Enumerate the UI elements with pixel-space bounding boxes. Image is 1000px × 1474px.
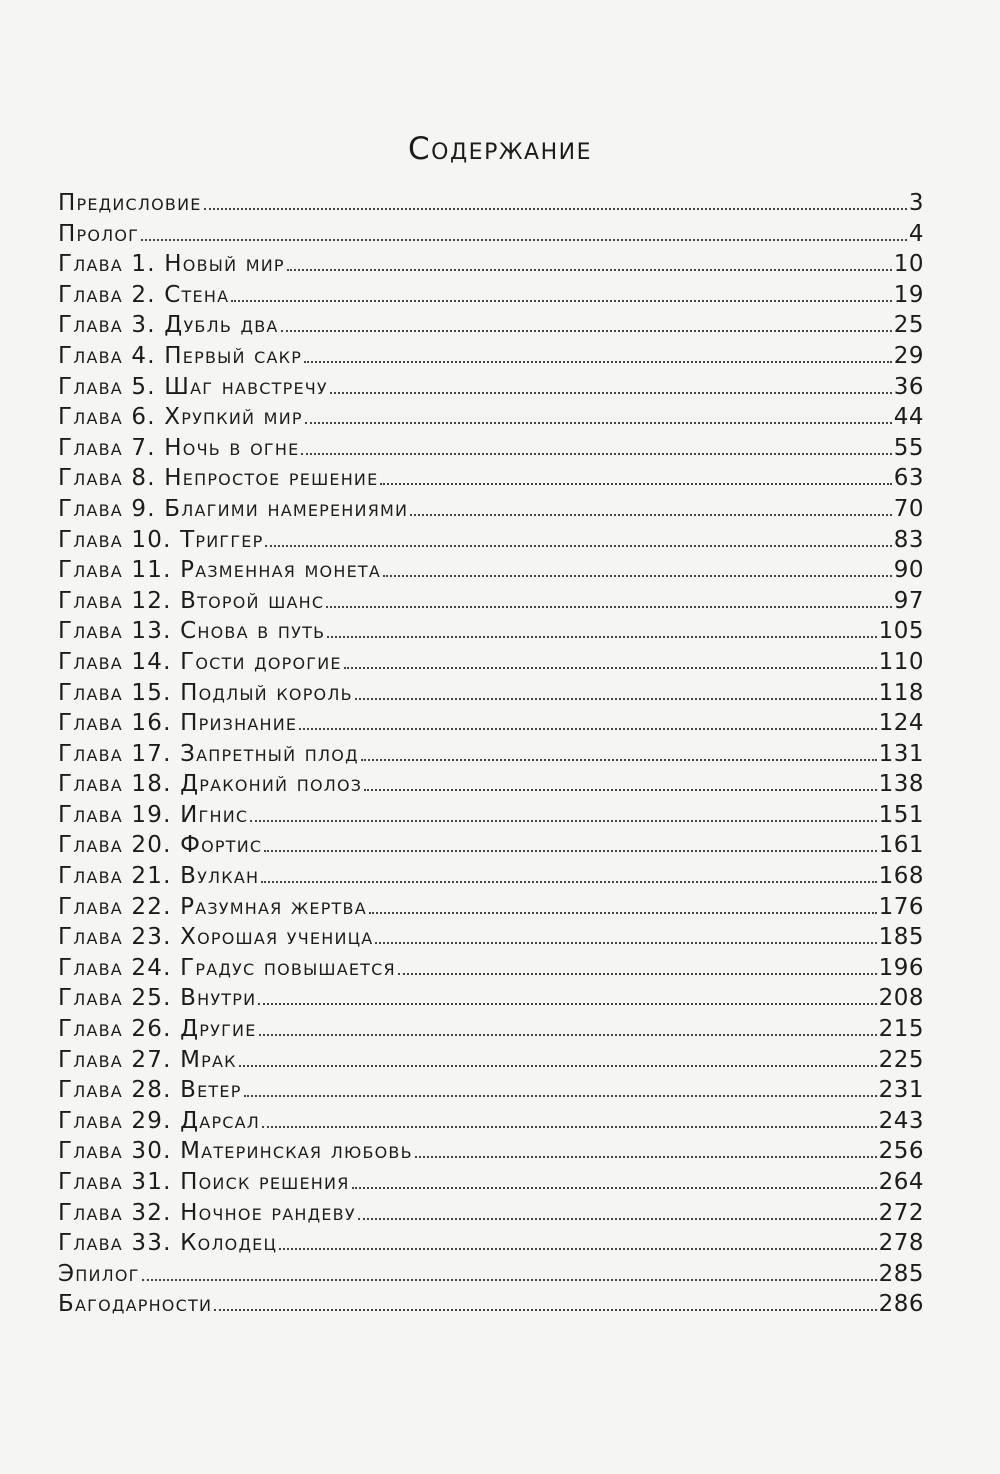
toc-entry-label: Глава 1. Новый мир <box>58 251 285 278</box>
toc-entry-label: Глава 32. Ночное рандеву <box>58 1199 356 1226</box>
toc-entry <box>58 800 924 831</box>
dot-leader <box>398 973 877 975</box>
toc-entry-label: Глава 22. Разумная жертва <box>58 893 367 920</box>
toc-entry-label: Глава 15. Подлый король <box>58 679 353 706</box>
dot-leader <box>244 1095 877 1097</box>
toc-entry-label: Багодарности <box>58 1291 213 1318</box>
dot-leader <box>326 606 891 608</box>
toc-entry-page-number: 231 <box>878 1077 924 1104</box>
toc-entry-page-number: 285 <box>878 1260 924 1287</box>
toc-entry <box>58 433 924 464</box>
toc-entry-page-number: 278 <box>878 1230 924 1257</box>
toc-entry-page-number: 44 <box>893 404 924 431</box>
dot-leader <box>410 514 892 516</box>
dot-leader <box>259 1034 877 1036</box>
toc-entry-page-number: 110 <box>878 648 924 675</box>
toc-entry-label: Глава 10. Триггер <box>58 526 264 553</box>
toc-entry <box>58 494 924 525</box>
toc-entry-page-number: 19 <box>893 281 924 308</box>
toc-entry-label: Глава 2. Стена <box>58 281 230 308</box>
toc-entry <box>58 983 924 1014</box>
toc-entry-label: Глава 20. Фортис <box>58 832 263 859</box>
dot-leader <box>262 1126 877 1128</box>
toc-entry-page-number: 138 <box>878 771 924 798</box>
toc-entry <box>58 341 924 372</box>
toc-entry-label: Глава 24. Градус повышается <box>58 954 396 981</box>
toc-entry <box>58 249 924 280</box>
toc-entry-label: Глава 29. Дарсал <box>58 1107 261 1134</box>
toc-entry-label: Глава 28. Ветер <box>58 1077 242 1104</box>
toc-entry <box>58 616 924 647</box>
toc-entry-label: Глава 19. Игнис <box>58 801 249 828</box>
toc-entry-label: Глава 14. Гости дорогие <box>58 648 342 675</box>
dot-leader <box>142 1279 877 1281</box>
dot-leader <box>355 698 877 700</box>
toc-entry-page-number: 161 <box>878 832 924 859</box>
toc-entry-label: Глава 18. Драконий полоз <box>58 771 363 798</box>
toc-entry-page-number: 196 <box>878 954 924 981</box>
dot-leader <box>250 820 876 822</box>
toc-entry <box>58 1259 924 1290</box>
toc-entry <box>58 1075 924 1106</box>
table-of-contents <box>58 188 924 1320</box>
dot-leader <box>287 269 892 271</box>
dot-leader <box>258 1003 876 1005</box>
dot-leader <box>231 300 892 302</box>
toc-entry-label: Глава 16. Признание <box>58 710 298 737</box>
dot-leader <box>299 728 876 730</box>
toc-entry-page-number: 185 <box>878 924 924 951</box>
dot-leader <box>327 636 876 638</box>
toc-entry-label: Глава 25. Внутри <box>58 985 257 1012</box>
toc-entry-page-number: 256 <box>878 1138 924 1165</box>
dot-leader <box>304 361 892 363</box>
toc-entry <box>58 739 924 770</box>
toc-entry-label: Глава 26. Другие <box>58 1016 257 1043</box>
toc-entry-page-number: 286 <box>878 1291 924 1318</box>
toc-entry <box>58 402 924 433</box>
toc-entry-page-number: 55 <box>893 434 924 461</box>
dot-leader <box>415 1156 877 1158</box>
toc-entry <box>58 1167 924 1198</box>
toc-entry <box>58 769 924 800</box>
toc-entry-label: Глава 13. Снова в путь <box>58 618 326 645</box>
toc-entry <box>58 953 924 984</box>
toc-entry-page-number: 97 <box>893 587 924 614</box>
toc-entry <box>58 463 924 494</box>
toc-entry-page-number: 3 <box>908 190 924 216</box>
toc-entry <box>58 1228 924 1259</box>
toc-entry-page-number: 63 <box>893 465 924 492</box>
toc-entry-label: Глава 11. Разменная монета <box>58 557 382 584</box>
dot-leader <box>141 239 907 241</box>
toc-entry-page-number: 105 <box>878 618 924 645</box>
dot-leader <box>352 1187 877 1189</box>
toc-entry-page-number: 131 <box>878 740 924 767</box>
toc-entry-label: Глава 4. Первый сакр <box>58 342 303 369</box>
toc-entry-page-number: 208 <box>878 985 924 1012</box>
toc-entry-label: Глава 7. Ночь в огне <box>58 434 300 461</box>
dot-leader <box>361 759 877 761</box>
toc-entry-page-number: 118 <box>878 679 924 706</box>
dot-leader <box>265 545 891 547</box>
toc-entry-label: Глава 21. Вулкан <box>58 863 260 890</box>
toc-entry-label: Предисловие <box>58 190 202 216</box>
toc-entry-page-number: 264 <box>878 1169 924 1195</box>
toc-entry-page-number: 243 <box>878 1107 924 1134</box>
toc-entry-page-number: 10 <box>893 251 924 278</box>
toc-entry-label: Пролог <box>58 220 140 247</box>
toc-entry-label: Глава 6. Хрупкий мир <box>58 404 303 431</box>
dot-leader <box>261 881 876 883</box>
toc-entry-page-number: 225 <box>878 1046 924 1073</box>
dot-leader <box>239 1065 877 1067</box>
toc-entry-label: Глава 9. Благими намерениями <box>58 495 409 522</box>
toc-entry <box>58 1014 924 1045</box>
toc-entry-page-number: 36 <box>893 373 924 400</box>
dot-leader <box>383 575 892 577</box>
dot-leader <box>264 850 876 852</box>
dot-leader <box>369 912 877 914</box>
toc-entry-page-number: 70 <box>893 495 924 522</box>
toc-entry-label: Глава 3. Дубль два <box>58 312 279 339</box>
toc-title: Содержание <box>408 130 592 167</box>
dot-leader <box>364 789 876 791</box>
toc-entry-page-number: 25 <box>893 312 924 339</box>
toc-entry-label: Глава 27. Мрак <box>58 1046 237 1073</box>
toc-entry <box>58 830 924 861</box>
toc-entry-page-number: 168 <box>878 863 924 890</box>
dot-leader <box>330 392 892 394</box>
toc-entry-page-number: 272 <box>878 1199 924 1226</box>
toc-entry-label: Глава 17. Запретный плод <box>58 740 359 767</box>
toc-entry-page-number: 83 <box>893 526 924 553</box>
toc-entry <box>58 1198 924 1229</box>
dot-leader <box>344 667 877 669</box>
dot-leader <box>358 1218 877 1220</box>
toc-entry-label: Глава 8. Непростое решение <box>58 465 379 492</box>
dot-leader <box>204 208 907 210</box>
toc-entry <box>58 555 924 586</box>
toc-entry-label: Глава 31. Поиск решения <box>58 1169 350 1195</box>
toc-entry-page-number: 29 <box>893 342 924 369</box>
toc-entry-page-number: 124 <box>878 710 924 737</box>
toc-entry <box>58 647 924 678</box>
toc-entry <box>58 678 924 709</box>
toc-entry-page-number: 151 <box>878 801 924 828</box>
toc-entry-page-number: 90 <box>893 557 924 584</box>
toc-entry <box>58 586 924 617</box>
toc-entry-label: Глава 12. Второй шанс <box>58 587 325 614</box>
toc-entry <box>58 372 924 403</box>
toc-entry <box>58 708 924 739</box>
dot-leader <box>375 942 876 944</box>
toc-entry-label: Эпилог <box>58 1260 140 1287</box>
toc-entry-label: Глава 30. Материнская любовь <box>58 1138 413 1165</box>
toc-entry-page-number: 4 <box>908 220 924 247</box>
dot-leader <box>305 422 892 424</box>
toc-entry <box>58 310 924 341</box>
toc-entry <box>58 219 924 250</box>
dot-leader <box>380 483 891 485</box>
toc-entry <box>58 1289 924 1320</box>
dot-leader <box>301 453 891 455</box>
toc-entry-label: Глава 33. Колодец <box>58 1230 278 1257</box>
toc-entry <box>58 1136 924 1167</box>
toc-entry-page-number: 176 <box>878 893 924 920</box>
toc-entry <box>58 892 924 923</box>
toc-entry-label: Глава 5. Шаг навстречу <box>58 373 328 400</box>
toc-entry-label: Глава 23. Хорошая ученица <box>58 924 374 951</box>
toc-entry-page-number: 215 <box>878 1016 924 1043</box>
dot-leader <box>214 1309 876 1311</box>
dot-leader <box>281 330 892 332</box>
toc-entry <box>58 922 924 953</box>
dot-leader <box>279 1248 876 1250</box>
toc-entry <box>58 861 924 892</box>
toc-entry <box>58 1045 924 1076</box>
toc-entry <box>58 280 924 311</box>
toc-entry <box>58 525 924 556</box>
toc-entry <box>58 1106 924 1137</box>
toc-entry <box>58 188 924 219</box>
